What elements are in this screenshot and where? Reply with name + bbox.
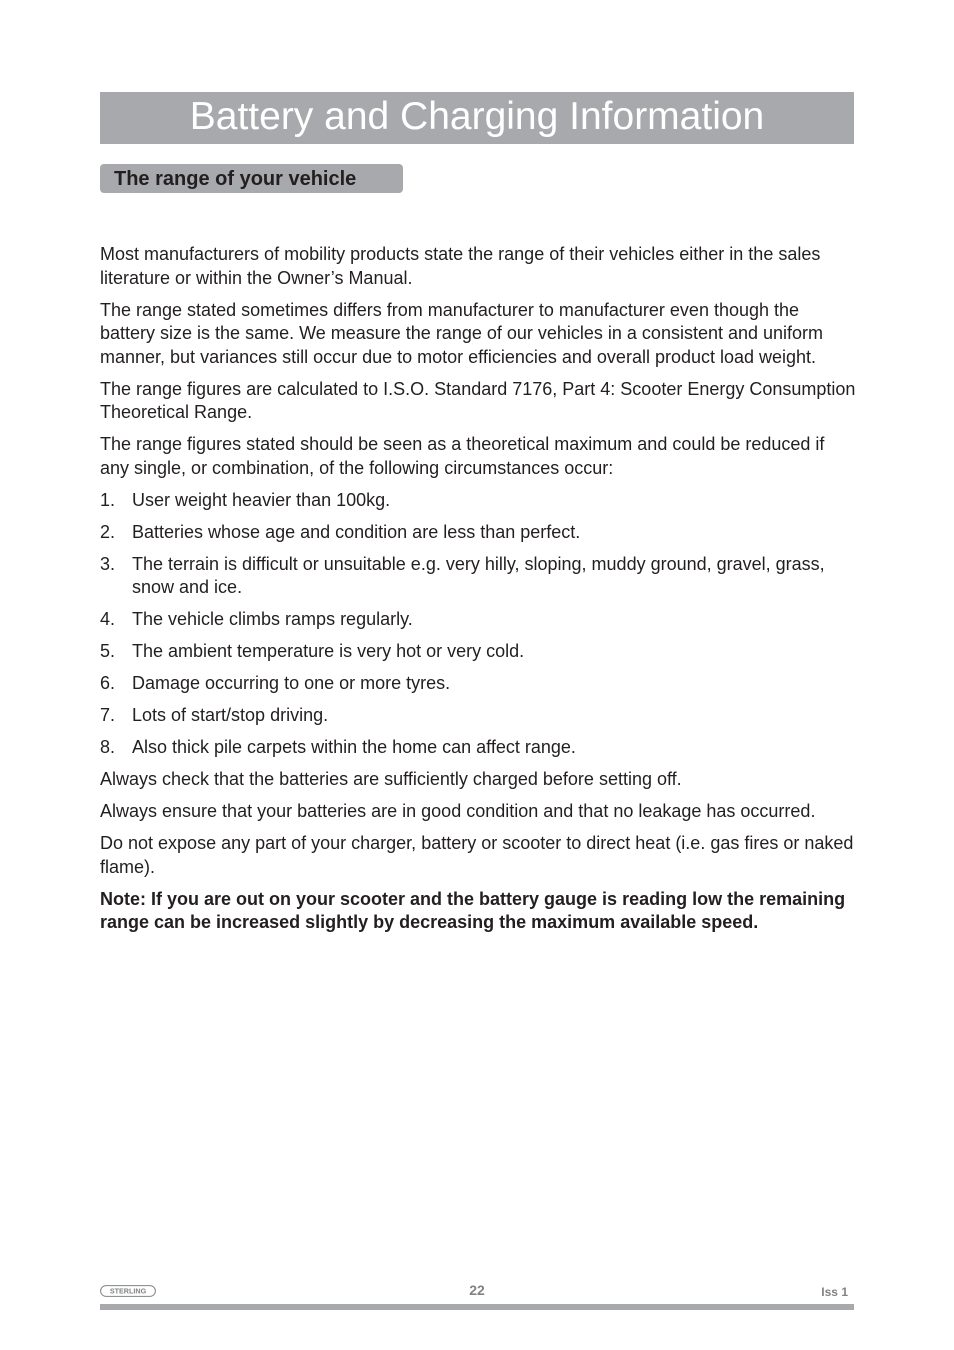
closing-paragraph: Always check that the batteries are sufficiently charged before setting off.: [100, 769, 682, 789]
intro-paragraph: The range figures are calculated to I.S.O. Standard 7176, Part 4: Scooter Energy Consumption Theoretical Range.: [100, 378, 856, 422]
intro-paragraph: Most manufacturers of mobility products state the range of their vehicles either in the sales literature or within the Owner’s Manual.: [100, 244, 821, 288]
closing-paragraph: Do not expose any part of your charger, battery or scooter to direct heat (i.e. gas fires or naked flame).: [100, 833, 854, 877]
list-item-number: 2.: [100, 521, 116, 542]
page-title: Battery and Charging Information: [189, 94, 765, 138]
list-item-text: The ambient temperature is very hot or very cold.: [132, 641, 525, 661]
issue-label: Iss 1: [821, 1285, 848, 1299]
footer-rule: [100, 1304, 854, 1310]
section-heading: The range of your vehicle: [114, 167, 357, 190]
list-item-number: 3.: [100, 553, 116, 574]
list-item: [100, 640, 856, 664]
list-item-text: The terrain is difficult or unsuitable e.g. very hilly, sloping, muddy ground, gravel, grass, snow and ice.: [132, 553, 825, 597]
circumstances-list: [100, 489, 856, 760]
page-title-bar: [100, 92, 854, 144]
list-item-text: Batteries whose age and condition are less than perfect.: [132, 521, 581, 542]
list-item-text: The vehicle climbs ramps regularly.: [132, 609, 413, 629]
list-item-number: 1.: [100, 489, 116, 510]
list-item: [100, 521, 856, 545]
list-item-text: Lots of start/stop driving.: [132, 705, 329, 725]
list-item: [100, 489, 856, 513]
list-item-text: Damage occurring to one or more tyres.: [132, 673, 451, 693]
list-item: [100, 608, 856, 632]
closing-paragraph: Always ensure that your batteries are in good condition and that no leakage has occurred.: [100, 801, 816, 821]
sterling-logo: [100, 1285, 156, 1297]
section-heading-pill: [100, 164, 403, 193]
intro-paragraph: The range figures stated should be seen as a theoretical maximum and could be reduced if any single, or combination, of the following circumstances occur:: [100, 434, 825, 478]
list-item: [100, 736, 856, 760]
list-item-text: User weight heavier than 100kg.: [132, 489, 391, 510]
list-item-number: 7.: [100, 705, 116, 725]
page-number: 22: [469, 1282, 485, 1298]
note-paragraph: Note: If you are out on your scooter and the battery gauge is reading low the remaining range can be increased slightly by decreasing the maximum available speed.: [100, 888, 846, 932]
intro-paragraph: The range stated sometimes differs from manufacturer to manufacturer even though the battery size is the same. We measure the range of our vehicles in a consistent and uniform manner, but variances still occur due to motor efficiencies and overall product load weight.: [100, 299, 824, 367]
list-item: [100, 672, 856, 696]
list-item-number: 6.: [100, 673, 116, 693]
list-item-text: Also thick pile carpets within the home can affect range.: [132, 737, 576, 757]
list-item: [100, 704, 856, 728]
list-item-number: 8.: [100, 737, 116, 757]
list-item: [100, 553, 856, 600]
body-content: [100, 243, 856, 943]
list-item-number: 4.: [100, 609, 116, 629]
list-item-number: 5.: [100, 641, 116, 661]
logo-text: STERLING: [109, 1286, 147, 1296]
